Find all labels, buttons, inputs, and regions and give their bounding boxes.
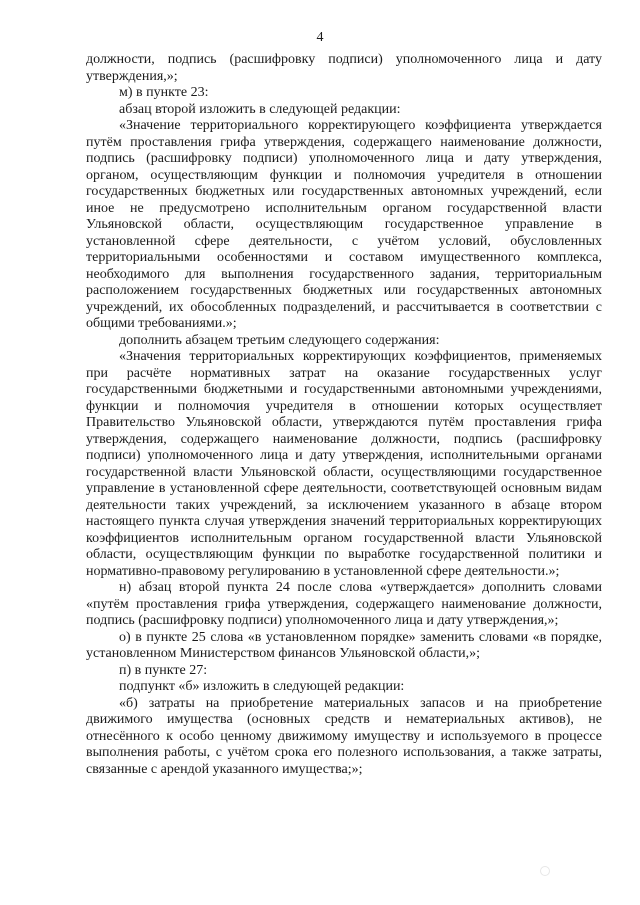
paragraph-item-p: п) в пункте 27: bbox=[119, 662, 208, 678]
scan-mark-icon bbox=[540, 866, 550, 876]
document-body bbox=[86, 52, 602, 778]
paragraph-instruction-add: дополнить абзацем третьим следующего содержания: bbox=[119, 332, 440, 348]
paragraph-item-m: м) в пункте 23: bbox=[119, 85, 209, 100]
page-number: 4 bbox=[316, 30, 324, 45]
paragraph-item-o: о) в пункте 25 слова «в установленном порядке» заменить словами «в порядке, установленном Министерством финансов Ульяновской области,»; bbox=[86, 629, 602, 661]
paragraph-quote-territorial-coefficient: «Значение территориального корректирующего коэффициента утверждается путём проставления грифа утверждения, содержащего наименование должности, подпись (расшифровку подписи) уполномоченного лица и дату утверждения, органом, осуществляющим функции и полномочия учредителя в отношении государственных бюджетных или государственных автономных учреждений, если иное не предусмотрено исполнительным органом государственной власти Ульяновской области, осуществляющим государственное управление в установленной сфере деятельности, с учётом условий, обусловленных территориальными особенностями и составом имущественного комплекса, необходимого для выполнения государственного задания, территориальным расположением государственных бюджетных или государственных автономных учреждений, их обособленных подразделений, и рассчитывается в соответствии с общими требованиями.»; bbox=[86, 118, 602, 331]
paragraph-instruction: абзац второй изложить в следующей редакции: bbox=[119, 101, 401, 117]
paragraph-quote-subitem-b: «б) затраты на приобретение материальных запасов и на приобретение движимого имущества (основных средств и нематериальных активов), не отнесённого к особо ценному движимому имуществу и используемого в процессе выполнения работы, с учётом срока его полезного использования, а также затраты, связанные с арендой указанного имущества;»; bbox=[86, 695, 602, 777]
paragraph-instruction-subitem: подпункт «б» изложить в следующей редакции: bbox=[119, 679, 405, 694]
paragraph-continuation: должности, подпись (расшифровку подписи) уполномоченного лица и дату утверждения,»; bbox=[86, 52, 602, 84]
paragraph-item-n: н) абзац второй пункта 24 после слова «утверждается» дополнить словами «путём проставления грифа утверждения, содержащего наименование должности, подпись (расшифровку подписи) уполномоченного лица и дату утверждения,»; bbox=[86, 580, 602, 628]
paragraph-quote-coefficients-values: «Значения территориальных корректирующих коэффициентов, применяемых при расчёте нормативных затрат на оказание государственных услуг государственными бюджетными и государственными автономными учреждениями, функции и полномочия учредителя в отношении которых осуществляет Правительство Ульяновской области, утверждаются путём проставления грифа утверждения, содержащего наименование должности, подпись (расшифровку подписи) уполномоченного лица и дату утверждения, исполнительными органами государственной власти Ульяновской области, осуществляющими государственное управление в установленной сфере деятельности, соответствующей основным видам деятельности таких учреждений, за исключением указанного в абзаце втором настоящего пункта случая утверждения значений территориальных корректирующих коэффициентов исполнительным органом государственной власти Ульяновской области, осуществляющим функции по выработке государственной политики и нормативно-правовому регулированию в установленной сфере деятельности.»; bbox=[86, 349, 602, 579]
